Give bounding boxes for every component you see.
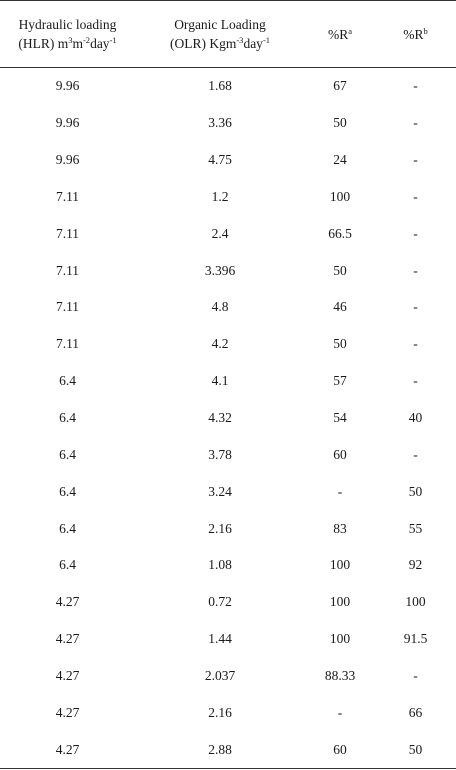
table-row <box>0 510 456 547</box>
ra-cell: 57 <box>333 373 347 389</box>
header-rb-sup: b <box>423 25 428 36</box>
hlr-cell: 9.96 <box>55 78 80 94</box>
table-row <box>0 436 456 473</box>
ra-cell: 24 <box>333 152 347 168</box>
olr-cell: 3.78 <box>208 446 232 462</box>
olr-cell: 1.08 <box>208 557 232 573</box>
rb-cell: - <box>413 373 418 389</box>
header-olr-sup1: -3 <box>236 35 244 45</box>
olr-cell: 4.8 <box>211 299 229 315</box>
table-row <box>0 584 456 621</box>
header-hlr-unit-c: day <box>90 36 110 51</box>
hlr-cell: 4.27 <box>55 631 80 647</box>
rb-cell: - <box>413 446 418 462</box>
olr-cell: 4.1 <box>211 373 229 389</box>
olr-cell: 3.396 <box>204 262 236 278</box>
hlr-cell: 6.4 <box>59 373 76 389</box>
table-row <box>0 105 456 142</box>
hlr-cell: 9.96 <box>55 152 80 168</box>
header-olr-sup2: -1 <box>262 35 271 45</box>
hlr-cell: 9.96 <box>55 115 80 131</box>
table-row <box>0 473 456 510</box>
rb-cell: - <box>413 78 418 94</box>
table-row <box>0 658 456 695</box>
hlr-cell: 7.11 <box>55 262 80 278</box>
hlr-cell: 7.11 <box>55 299 80 315</box>
hlr-cell: 7.11 <box>55 336 80 352</box>
header-hlr-line1: Hydraulic loading <box>18 17 117 32</box>
ra-cell: - <box>337 704 343 720</box>
header-hlr <box>0 1 135 68</box>
ra-cell: 88.33 <box>324 667 356 683</box>
hlr-cell: 4.27 <box>55 594 80 610</box>
hlr-cell: 6.4 <box>59 446 76 462</box>
header-hlr-sup1: 3 <box>68 35 73 45</box>
olr-cell: 4.75 <box>208 152 232 168</box>
header-olr-line1: Organic Loading <box>174 17 266 32</box>
rb-cell: - <box>413 225 418 241</box>
table-row <box>0 68 456 105</box>
rb-cell: - <box>413 115 418 131</box>
header-rb <box>375 1 456 68</box>
ra-cell: 46 <box>333 299 347 315</box>
rb-cell: - <box>413 336 418 352</box>
ra-cell: 66.5 <box>328 225 352 241</box>
rb-cell: 40 <box>408 410 423 426</box>
table-row <box>0 621 456 658</box>
rb-cell: - <box>413 667 418 683</box>
header-row <box>0 1 456 68</box>
table-body <box>0 68 456 769</box>
ra-cell: 83 <box>333 520 347 536</box>
header-ra <box>305 1 375 68</box>
table-row <box>0 363 456 400</box>
ra-cell: 60 <box>305 731 375 768</box>
olr-cell: 1.44 <box>208 631 232 647</box>
header-ra-sup: a <box>348 25 353 36</box>
hlr-cell: 4.27 <box>55 704 80 720</box>
hlr-cell: 4.27 <box>55 667 80 683</box>
olr-cell: 3.36 <box>208 115 232 131</box>
ra-cell: 50 <box>333 115 347 131</box>
rb-cell: - <box>413 262 418 278</box>
table-row <box>0 252 456 289</box>
table-row <box>0 215 456 252</box>
header-olr-unit-b: day <box>243 36 263 51</box>
table-row <box>0 694 456 731</box>
olr-cell: 4.32 <box>208 410 232 426</box>
rb-cell: 55 <box>408 520 423 536</box>
olr-cell: 2.88 <box>135 731 305 768</box>
ra-cell: 100 <box>329 188 351 204</box>
table-row <box>0 400 456 437</box>
table-row <box>0 289 456 326</box>
table-row <box>0 179 456 216</box>
table-row <box>0 142 456 179</box>
hlr-cell: 6.4 <box>59 483 76 499</box>
header-olr <box>135 1 305 68</box>
rb-cell: 100 <box>405 594 426 610</box>
hlr-cell: 6.4 <box>59 520 76 536</box>
olr-cell: 1.68 <box>208 78 232 94</box>
rb-cell: 66 <box>408 704 423 720</box>
ra-cell: 60 <box>333 446 347 462</box>
ra-cell: 100 <box>329 631 351 647</box>
olr-cell: 2.4 <box>211 225 229 241</box>
header-hlr-sup3: -1 <box>109 35 117 45</box>
rb-cell: 50 <box>408 483 423 499</box>
hlr-cell: 4.27 <box>0 731 135 768</box>
rb-cell: - <box>413 188 418 204</box>
hlr-cell: 6.4 <box>59 557 76 573</box>
ra-cell: 100 <box>329 557 351 573</box>
olr-cell: 1.2 <box>211 188 229 204</box>
bottom-rule <box>0 768 456 769</box>
rb-cell: 92 <box>408 557 423 573</box>
ra-cell: - <box>337 483 343 499</box>
rb-cell: - <box>413 299 418 315</box>
ra-cell: 100 <box>329 594 351 610</box>
table-header <box>0 1 456 68</box>
olr-cell: 3.24 <box>208 483 232 499</box>
olr-cell: 2.16 <box>208 520 232 536</box>
header-hlr-sup2: -2 <box>82 35 91 45</box>
ra-cell: 54 <box>333 410 347 426</box>
hlr-cell: 7.11 <box>55 225 80 241</box>
header-ra-base: %R <box>327 26 349 42</box>
olr-cell: 2.037 <box>204 667 236 683</box>
table-row <box>0 547 456 584</box>
ra-cell: 50 <box>333 262 347 278</box>
olr-cell: 0.72 <box>208 594 232 610</box>
rb-cell: 91.5 <box>403 631 428 647</box>
olr-cell: 4.2 <box>211 336 229 352</box>
table-row <box>0 326 456 363</box>
hlr-cell: 7.11 <box>55 188 80 204</box>
ra-cell: 50 <box>333 336 347 352</box>
olr-cell: 2.16 <box>208 704 232 720</box>
hlr-cell: 6.4 <box>59 410 76 426</box>
ra-cell: 67 <box>333 78 347 94</box>
rb-cell: - <box>413 152 418 168</box>
rb-cell: 50 <box>375 731 456 768</box>
header-hlr-unit-a: (HLR) m <box>18 36 69 51</box>
header-rb-base: %R <box>403 26 424 42</box>
table-row <box>0 731 456 768</box>
header-hlr-unit-b: m <box>72 36 83 51</box>
header-olr-unit-a: (OLR) Kgm <box>169 36 237 51</box>
